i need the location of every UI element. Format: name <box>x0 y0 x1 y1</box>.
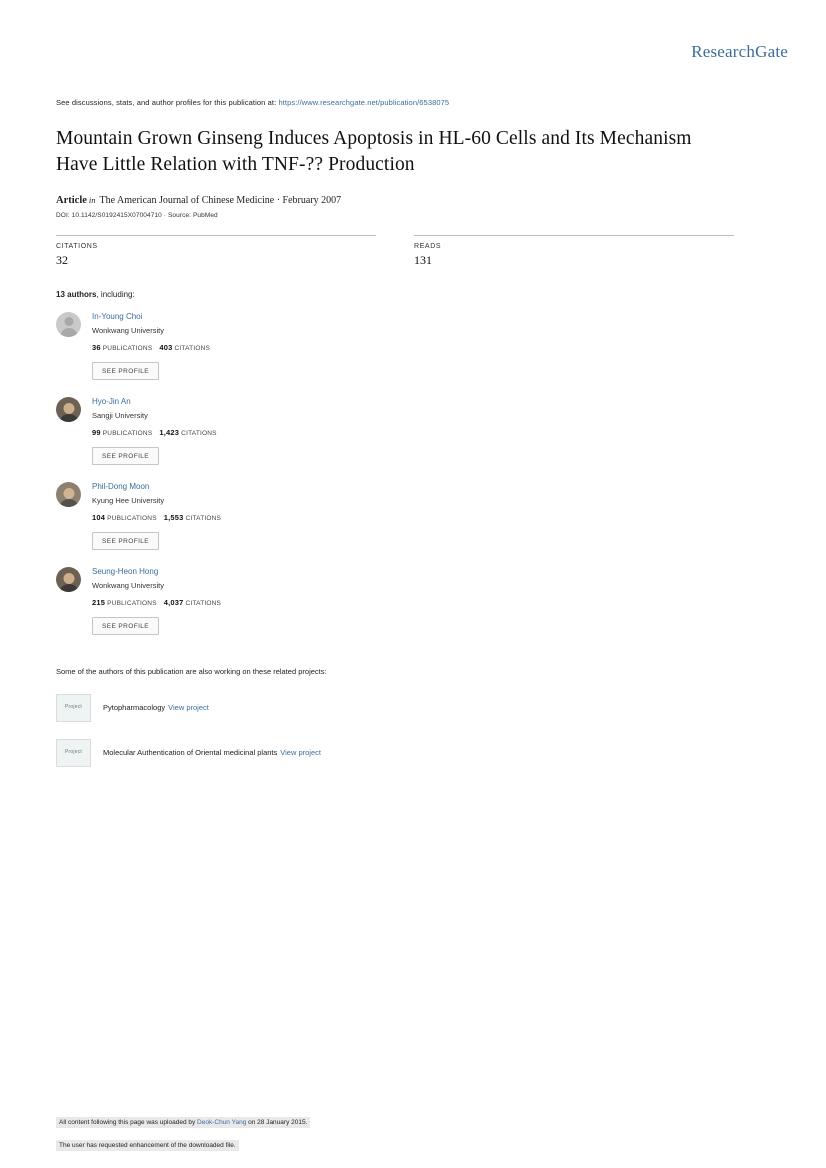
author-citations-label: CITATIONS <box>181 429 217 437</box>
stats-row <box>56 235 770 268</box>
article-meta-line <box>56 195 770 206</box>
author-card <box>56 397 414 465</box>
author-metrics <box>92 513 414 522</box>
reads-label: READS <box>414 242 442 250</box>
citations-label: CITATIONS <box>56 242 98 250</box>
doi-source-line: DOI: 10.1142/S0192415X07004710 · Source: PubMed <box>56 211 218 219</box>
publication-content <box>56 98 770 784</box>
author-publications-count: 99 <box>92 427 101 437</box>
article-in-word: in <box>88 194 96 205</box>
authors-grid <box>56 312 770 652</box>
reads-stat <box>414 235 734 268</box>
see-profile-button[interactable]: SEE PROFILE <box>92 362 159 380</box>
avatar <box>56 397 81 422</box>
project-name: Pytopharmacology <box>103 703 166 713</box>
view-project-link[interactable]: View project <box>280 748 321 758</box>
author-publications-label: PUBLICATIONS <box>107 514 157 522</box>
authors-count: 13 authors <box>56 289 97 299</box>
view-project-link[interactable]: View project <box>168 703 209 713</box>
uploader-link[interactable]: Deok-Chun Yang <box>197 1119 247 1126</box>
project-text <box>103 748 321 757</box>
avatar <box>56 482 81 507</box>
author-affiliation: Sangji University <box>92 410 148 420</box>
author-citations-count: 403 <box>159 342 173 352</box>
author-citations-label: CITATIONS <box>185 514 222 522</box>
page-title: Mountain Grown Ginseng Induces Apoptosis in HL-60 Cells and Its Mechanism Have Little Relation with TNF-?? Production <box>56 128 692 176</box>
project-thumb-label: Project <box>65 748 82 755</box>
author-publications-count: 36 <box>92 342 101 352</box>
author-publications-label: PUBLICATIONS <box>107 599 157 607</box>
author-citations-count: 1,553 <box>163 512 184 522</box>
researchgate-logo: ResearchGate <box>691 42 788 61</box>
project-row <box>56 694 770 722</box>
project-thumbnail-icon <box>56 739 91 767</box>
author-card <box>56 567 414 635</box>
citations-stat <box>56 235 376 268</box>
project-thumbnail-icon <box>56 694 91 722</box>
citations-value: 32 <box>56 252 68 267</box>
upload-note-prefix: All content following this page was uploaded by <box>59 1119 196 1126</box>
publication-url-link[interactable]: https://www.researchgate.net/publication/6538075 <box>278 98 450 107</box>
author-name-link[interactable]: Hyo-Jin An <box>92 396 131 406</box>
enhancement-note: The user has requested enhancement of the downloaded file. <box>56 1140 239 1151</box>
see-profile-button[interactable]: SEE PROFILE <box>92 617 159 635</box>
avatar <box>56 312 81 337</box>
author-publications-count: 215 <box>92 597 106 607</box>
project-text <box>103 703 209 712</box>
discussions-prefix: See discussions, stats, and author profiles for this publication at: <box>56 98 277 107</box>
upload-note-suffix: on 28 January 2015. <box>248 1119 308 1126</box>
author-metrics <box>92 598 414 607</box>
author-name-link[interactable]: Phil-Dong Moon <box>92 481 150 491</box>
project-thumb-label: Project <box>65 703 82 710</box>
reads-divider <box>414 235 734 236</box>
upload-note <box>56 1117 310 1128</box>
author-affiliation: Wonkwang University <box>92 325 164 335</box>
projects-heading: Some of the authors of this publication are also working on these related projects: <box>56 666 327 676</box>
reads-value: 131 <box>414 252 432 267</box>
author-publications-count: 104 <box>92 512 106 522</box>
author-affiliation: Kyung Hee University <box>92 495 165 505</box>
author-name-link[interactable]: In-Young Choi <box>92 311 143 321</box>
page-footer <box>56 1111 770 1152</box>
authors-heading-suffix: , including: <box>96 289 135 299</box>
author-citations-label: CITATIONS <box>185 599 222 607</box>
avatar <box>56 567 81 592</box>
authors-heading <box>56 290 770 299</box>
author-citations-count: 4,037 <box>163 597 184 607</box>
author-card <box>56 312 414 380</box>
author-metrics <box>92 343 414 352</box>
article-type: Article <box>56 194 87 206</box>
article-journal: The American Journal of Chinese Medicine · February 2007 <box>99 194 342 206</box>
citations-divider <box>56 235 376 236</box>
author-affiliation: Wonkwang University <box>92 580 164 590</box>
see-profile-button[interactable]: SEE PROFILE <box>92 447 159 465</box>
discussions-line <box>56 98 770 107</box>
author-name-link[interactable]: Seung-Heon Hong <box>92 566 159 576</box>
author-citations-count: 1,423 <box>159 427 180 437</box>
author-publications-label: PUBLICATIONS <box>102 429 153 437</box>
author-publications-label: PUBLICATIONS <box>102 344 153 352</box>
see-profile-button[interactable]: SEE PROFILE <box>92 532 159 550</box>
author-card <box>56 482 414 550</box>
author-metrics <box>92 428 414 437</box>
project-row <box>56 739 770 767</box>
author-citations-label: CITATIONS <box>174 344 211 352</box>
project-name: Molecular Authentication of Oriental medicinal plants <box>103 748 278 758</box>
